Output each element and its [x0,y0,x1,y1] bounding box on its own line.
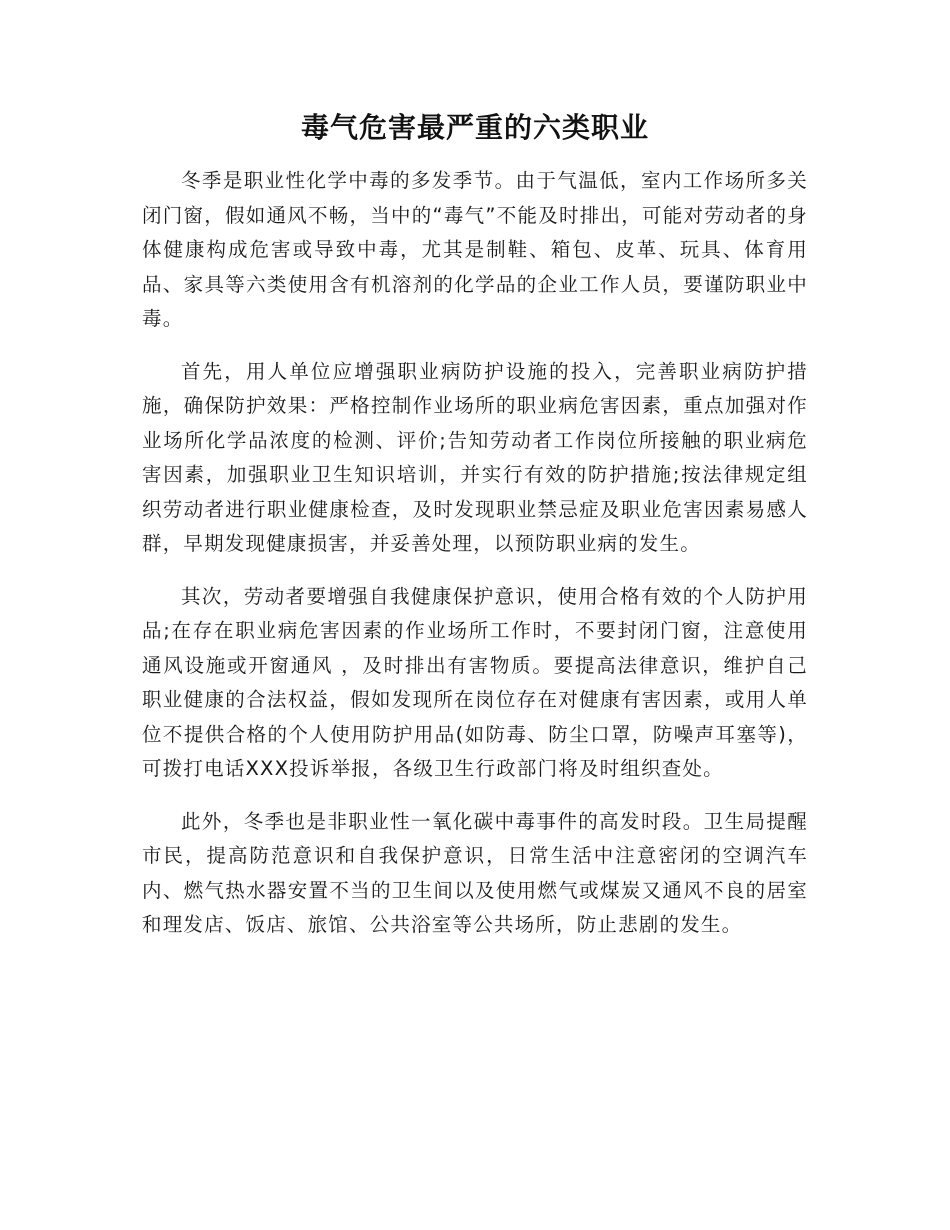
document-title: 毒气危害最严重的六类职业 [300,111,649,144]
paragraph-1: 冬季是职业性化学中毒的多发季节。由于气温低，室内工作场所多关闭门窗，假如通风不畅，当中的“毒气”不能及时排出，可能对劳动者的身体健康构成危害或导致中毒，尤其是制鞋、箱包、皮革、玩具、体育用品、家具等六类使用含有机溶剂的化学品的企业工作人员，要谨防职业中毒。 [142,169,808,330]
paragraph-4: 此外，冬季也是非职业性一氧化碳中毒事件的高发时段。卫生局提醒市民，提高防范意识和自我保护意识，日常生活中注意密闭的空调汽车内、燃气热水器安置不当的卫生间以及使用燃气或煤炭又通风不良的居室和理发店、饭店、旅馆、公共浴室等公共场所，防止悲剧的发生。 [142,809,808,936]
document-body [142,164,808,961]
paragraph-3: 其次，劳动者要增强自我健康保护意识，使用合格有效的个人防护用品;在存在职业病危害因素的作业场所工作时，不要封闭门窗，注意使用通风设施或开窗通风 ，及时排出有害物质。要提高法律意识，维护自己职业健康的合法权益，假如发现所在岗位存在对健康有害因素，或用人单位不提供合格的个人使用防护用品(如防毒、防尘口罩，防噪声耳塞等)，可拨打电话XXX投诉举报，各级卫生行政部门将及时组织查处。 [142,584,808,780]
paragraph-2: 首先，用人单位应增强职业病防护设施的投入，完善职业病防护措施，确保防护效果：严格控制作业场所的职业病危害因素，重点加强对作业场所化学品浓度的检测、评价;告知劳动者工作岗位所接触的职业病危害因素，加强职业卫生知识培训，并实行有效的防护措施;按法律规定组织劳动者进行职业健康检查，及时发现职业禁忌症及职业危害因素易感人群，早期发现健康损害，并妥善处理，以预防职业病的发生。 [142,359,808,555]
